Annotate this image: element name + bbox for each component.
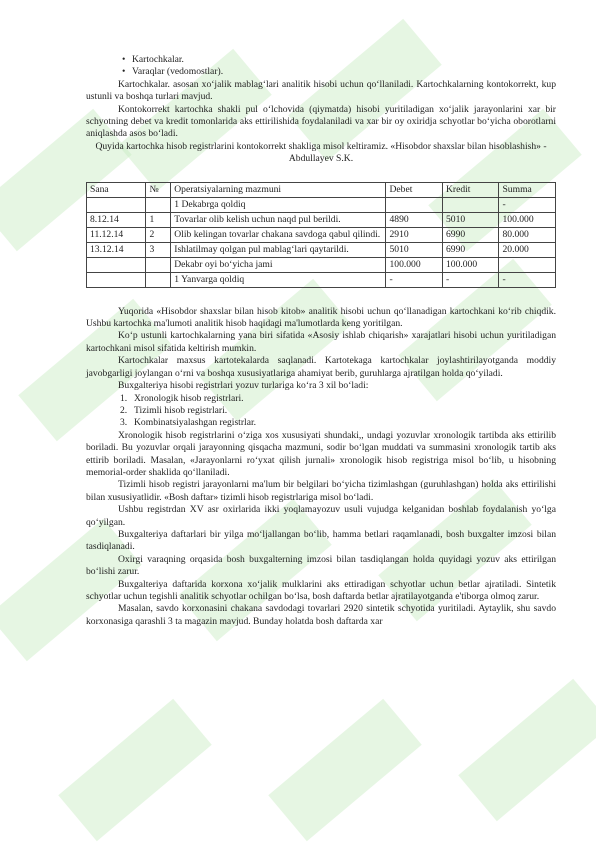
table-cell: 3 bbox=[146, 242, 171, 257]
table-row bbox=[87, 272, 556, 287]
bullet-item: • Kartochkalar. bbox=[122, 54, 556, 66]
numbered-item bbox=[120, 405, 556, 417]
table-cell: 6990 bbox=[442, 242, 499, 257]
table-cell: 6990 bbox=[442, 227, 499, 242]
paragraph: Xronologik hisob registrlarini o‘ziga xos xususiyati shundaki,, undagi yozuvlar xronologik tartibda aks ettirilib boriladi. Bu yozuvlar orqali jarayonning qisqacha mazmuni, sodir bo‘lgan muddati va summasini xronologik tartib aks ettirib boriladi. Masalan, «Jarayonlarni ro‘yxat qilish jurnali» xronologik hisob registriga misol bo‘lib, u hisobning memorial-order shaklida qo‘llaniladi. bbox=[86, 429, 556, 478]
table-cell: 5010 bbox=[442, 212, 499, 227]
numbered-list bbox=[86, 393, 556, 430]
table-row bbox=[87, 197, 556, 212]
paragraph: Yuqorida «Hisobdor shaxslar bilan hisob kitob» analitik hisobi uchun qo‘llanadigan kartochkani ko‘rib chiqdik. Ushbu kartochka ma'lumoti analitik hisob haqidagi ma'lumotlarda keng yoritilgan. bbox=[86, 305, 556, 330]
paragraph: Buxgalteriya daftarida korxona xo‘jalik mulklarini aks ettiradigan schyotlar uchun betlar ajratiladi. Sintetik schyotlar uchun tegishli analitik schyotlar ochilgan bo‘lsa, bosh daftarda betlar ajratilayotganda e'tiborga olmoq zarur. bbox=[86, 578, 556, 602]
paragraph: Kartochkalar. asosan xo‘jalik mablag‘lari analitik hisobi uchun qo‘llaniladi. Kartochkalarning kontokorrekt, kup ustunli va boshqa turlari mavjud. bbox=[86, 78, 556, 103]
table-row bbox=[87, 257, 556, 272]
header-cell: Debet bbox=[386, 182, 443, 197]
table-cell: - bbox=[442, 272, 499, 287]
table-cell: 1 Yanvarga qoldiq bbox=[171, 272, 386, 287]
table-cell: 2 bbox=[146, 227, 171, 242]
table-row bbox=[87, 212, 556, 227]
item-text: Xronologik hisob registrlari. bbox=[134, 392, 244, 404]
table-cell: - bbox=[386, 272, 443, 287]
item-number: 2. bbox=[120, 404, 128, 416]
paragraph: Kartochkalar maxsus kartotekalarda saqlanadi. Kartotekaga kartochkalar joylashtirilayotganda moddiy javobgarligi joylangan o‘rni va boshqa xususiyatlariga ahamiyat berib, guruhlarga ajratilgan holda qo‘yiladi. bbox=[86, 355, 556, 379]
table-cell: 4890 bbox=[386, 212, 443, 227]
table-cell: 2910 bbox=[386, 227, 443, 242]
table-cell bbox=[146, 197, 171, 212]
table-header-row bbox=[87, 182, 556, 197]
table-cell: 80.000 bbox=[499, 227, 556, 242]
paragraph: Tizimli hisob registri jarayonlarni ma'lum bir belgilari bo‘yicha tizimlashgan (guruhlashgan) holda aks ettirilishi bilan xususiyatlidir. «Bosh daftar» tizimli hisob registrlariga misol bo‘ladi. bbox=[86, 479, 556, 503]
header-cell: Operatsiyalarning mazmuni bbox=[171, 182, 386, 197]
table-cell: 13.12.14 bbox=[87, 242, 146, 257]
table-cell: 5010 bbox=[386, 242, 443, 257]
table-cell: Olib kelingan tovarlar chakana savdoga qabul qilindi. bbox=[171, 227, 386, 242]
table-cell: 1 bbox=[146, 212, 171, 227]
table-cell bbox=[87, 272, 146, 287]
table-cell bbox=[87, 197, 146, 212]
table-cell bbox=[386, 197, 443, 212]
table-cell: Tovarlar olib kelish uchun naqd pul berildi. bbox=[171, 212, 386, 227]
paragraph: Ushbu registrdan XV asr oxirlarida ikki yoqlamayozuv usuli vujudga kelganidan boshlab foydalanish yo‘lga qo‘yilgan. bbox=[86, 504, 556, 528]
kontokorrekt-table bbox=[86, 182, 556, 288]
header-cell: № bbox=[146, 182, 171, 197]
paragraph: Buxgalteriya hisobi registrlari yozuv turlariga ko‘ra 3 xil bo‘ladi: bbox=[118, 380, 369, 392]
paragraph: Masalan, savdo korxonasini chakana savdodagi tovarlari 2920 sintetik schyotida yuritiladi. Aytaylik, shu savdo korxonasiga qarashli 3 ta magazin mavjud. Bunday holatda bosh daftarda xar bbox=[86, 603, 556, 627]
table-cell: 11.12.14 bbox=[87, 227, 146, 242]
paragraph: Buxgalteriya daftarlari bir yilga mo‘ljallangan bo‘lib, hamma betlari raqamlanadi, bosh buxgalter imzosi bilan tasdiqlanadi. bbox=[86, 528, 556, 553]
table-cell: 8.12.14 bbox=[87, 212, 146, 227]
table-cell: 100.000 bbox=[499, 212, 556, 227]
table-cell: 100.000 bbox=[386, 257, 443, 272]
numbered-item bbox=[120, 417, 556, 429]
table-cell: 100.000 bbox=[442, 257, 499, 272]
table-cell bbox=[87, 257, 146, 272]
table-cell bbox=[146, 257, 171, 272]
bullet-item: • Varaqlar (vedomostlar). bbox=[122, 66, 556, 78]
table-cell: Ishlatilmay qolgan pul mablag‘lari qaytarildi. bbox=[171, 242, 386, 257]
numbered-item bbox=[120, 393, 556, 405]
table-cell: 1 Dekabrga qoldiq bbox=[171, 197, 386, 212]
table-row bbox=[87, 242, 556, 257]
paragraph: Oxirgi varaqning orqasida bosh buxgalterning imzosi bilan tasdiqlangan holda quyidagi yozuv aks ettirilgan bo‘lishi zarur. bbox=[86, 553, 556, 578]
item-number: 1. bbox=[120, 392, 128, 404]
table-cell bbox=[442, 197, 499, 212]
item-text: Kombinatsiyalashgan registrlar. bbox=[134, 417, 257, 429]
header-cell: Summa bbox=[499, 182, 556, 197]
table-cell bbox=[499, 257, 556, 272]
item-text: Tizimli hisob registrlari. bbox=[134, 404, 228, 416]
table-cell: 20.000 bbox=[499, 242, 556, 257]
bullet-list bbox=[86, 54, 556, 79]
table-cell: Dekabr oyi bo‘yicha jami bbox=[171, 257, 386, 272]
table-cell: - bbox=[499, 197, 556, 212]
paragraph: Ko‘p ustunli kartochkalarning yana biri sifatida «Asosiy ishlab chiqarish» xarajatlari hisobi uchun yuritiladigan kartochkani misol sifatida keltirish mumkin. bbox=[86, 330, 556, 354]
paragraph: Kontokorrekt kartochka shakli pul o‘lchovida (qiymatda) hisobi yuritiladigan xo‘jalik jarayonlarini xar bir schyotning debet va kredit tomonlarida aks ettirilishida foydalaniladi va xar bir oy oxiridja schyotlar bo‘yicha oborotlarni aniqlashda asos bo‘ladi. bbox=[86, 103, 556, 140]
table-cell bbox=[146, 272, 171, 287]
table-cell: - bbox=[499, 272, 556, 287]
header-cell: Sana bbox=[87, 182, 146, 197]
table-caption: Quyida kartochka hisob registrlarini kontokorrekt shakliga misol keltiramiz. «Hisobdor shaxslar bilan hisoblashish» - Abdullayev S.K. bbox=[95, 140, 547, 165]
header-cell: Kredit bbox=[442, 182, 499, 197]
item-number: 3. bbox=[120, 417, 128, 429]
table-row bbox=[87, 227, 556, 242]
document-page bbox=[86, 54, 556, 628]
